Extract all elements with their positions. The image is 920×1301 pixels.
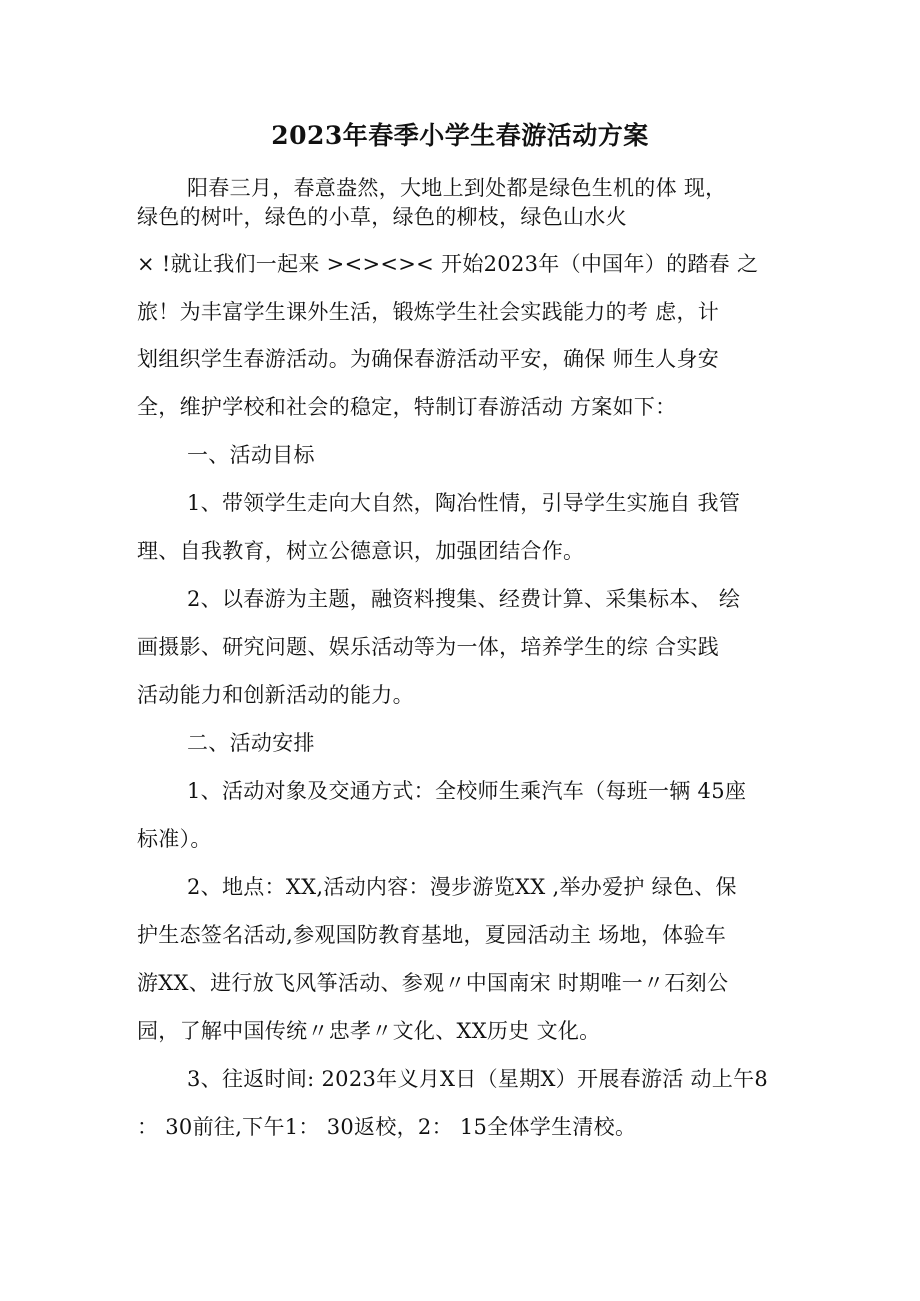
paragraph-line: 阳春三月，春意盎然，大地上到处都是绿色生机的体 现，	[187, 176, 727, 200]
document-title: 2023年春季小学生春游活动方案	[271, 121, 649, 150]
paragraph-line: 标准）。	[137, 827, 212, 851]
paragraph-line: 2、地点：XX,活动内容：漫步游览XX ,举办爱护 绿色、保	[187, 875, 737, 899]
paragraph-line: 护生态签名活动,参观国防教育基地，夏园活动主 场地，体验车	[137, 923, 727, 947]
section-heading-arrangement: 二、活动安排	[187, 731, 315, 755]
paragraph-line: × !就让我们一起来 ><><>< 开始2023年（中国年）的踏春 之	[137, 252, 759, 276]
paragraph-line: 活动能力和创新活动的能力。	[137, 683, 414, 707]
paragraph-line: 理、自我教育，树立公德意识，加强团结合作。	[137, 539, 585, 563]
paragraph-line: 1、带领学生走向大自然，陶冶性情，引导学生实施自 我管	[187, 491, 741, 515]
paragraph-line: 园，了解中国传统〃忠孝〃文化、XX历史 文化。	[137, 1019, 601, 1043]
paragraph-line: 划组织学生春游活动。为确保春游活动平安，确保 师生人身安	[137, 347, 720, 371]
section-heading-goals: 一、活动目标	[187, 443, 315, 467]
paragraph-line: 旅！为丰富学生课外生活，锻炼学生社会实践能力的考 虑，计	[137, 300, 720, 324]
paragraph-line: ： 30前往,下午1： 30返校，2： 15全体学生清校。	[137, 1115, 637, 1139]
paragraph-line: 游XX、进行放飞风筝活动、参观〃中国南宋 时期唯一〃石刻公	[137, 971, 729, 995]
paragraph-line: 1、活动对象及交通方式：全校师生乘汽车（每班一辆 45座	[187, 779, 747, 803]
paragraph-line: 全，维护学校和社会的稳定，特制订春游活动 方案如下：	[137, 395, 677, 419]
paragraph-line: 画摄影、研究问题、娱乐活动等为一体，培养学生的综 合实践	[137, 635, 720, 659]
paragraph-line: 3、往返时间: 2023年义月X日（星期X）开展春游活 动上午8	[187, 1067, 769, 1091]
paragraph-line: 绿色的树叶，绿色的小草，绿色的柳枝，绿色山水火	[137, 205, 627, 229]
paragraph-line: 2、以春游为主题，融资料搜集、经费计算、采集标本、 绘	[187, 587, 741, 611]
